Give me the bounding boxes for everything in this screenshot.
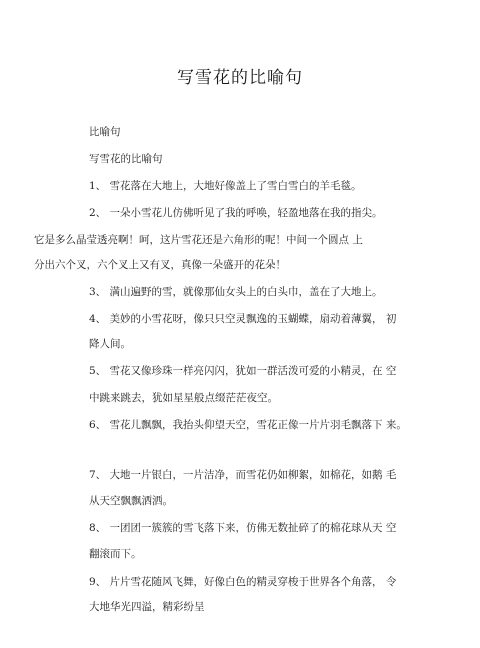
paragraph-line: 降人间。 (89, 338, 131, 350)
paragraph-line: 7、 大地一片银白，一片洁净，而雪花仍如柳絮，如棉花，如鹅 毛 (89, 469, 397, 481)
page-title: 写雪花的比喻句 (177, 68, 303, 88)
paragraph-line: 翻滚而下。 (89, 548, 142, 560)
section-heading: 比喻句 (89, 126, 121, 138)
paragraph-line: 8、 一团团一簇簇的雪飞落下来，仿佛无数扯碎了的棉花球从天 空 (89, 522, 397, 534)
paragraph-line: 5、 雪花又像珍珠一样亮闪闪，犹如一群活泼可爱的小精灵，在 空 (89, 365, 397, 377)
paragraph-line: 3、 满山遍野的雪，就像那仙女头上的白头巾，盖在了大地上。 (89, 286, 383, 298)
paragraph-line: 4、 美妙的小雪花呀，像只只空灵飘逸的玉蝴蝶，扇动着薄翼， 初 (89, 313, 397, 325)
paragraph-line: 6、 雪花儿飘飘，我抬头仰望天空，雪花正像一片片羽毛飘落下 来。 (89, 419, 407, 431)
paragraph-line: 1、 雪花落在大地上，大地好像盖上了雪白雪白的羊毛毯。 (89, 180, 362, 192)
paragraph-line: 2、 一朵小雪花儿仿佛听见了我的呼唤，轻盈地落在我的指尖。 (89, 207, 383, 219)
paragraph-line: 大地华光四溢，精彩纷呈 (89, 601, 205, 613)
paragraph-line: 中跳来跳去，犹如星星般点缀茫茫夜空。 (89, 392, 278, 404)
paragraph-line: 从天空飘飘洒洒。 (89, 495, 173, 507)
paragraph-line: 它是多么晶莹透亮啊！呵，这片雪花还是六角形的呢！中间一个圆点 上 (34, 234, 363, 246)
paragraph-line: 9、 片片雪花随风飞舞，好像白色的精灵穿梭于世界各个角落， 令 (89, 576, 397, 588)
section-subheading: 写雪花的比喻句 (89, 153, 163, 165)
paragraph-line: 分出六个叉，六个叉上又有叉，真像一朵盛开的花朵！ (34, 259, 286, 271)
